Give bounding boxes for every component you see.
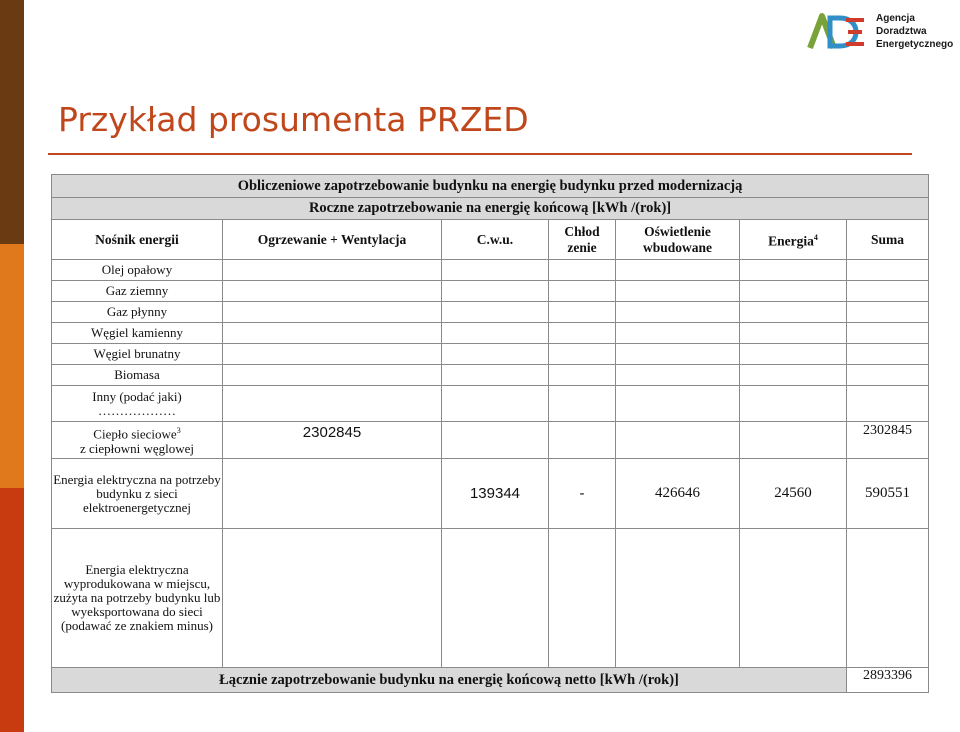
side-bar-top bbox=[0, 0, 24, 244]
col-header-energy: Energia$^4$ bbox=[740, 220, 847, 260]
row-label-other: Inny (podać jaki) ……………… bbox=[52, 386, 223, 422]
col-header-cwu: C.w.u. bbox=[442, 220, 549, 260]
row-label-lignite: Węgiel brunatny bbox=[52, 344, 223, 365]
title-underline bbox=[48, 153, 912, 155]
col-header-heating: Ogrzewanie + Wentylacja bbox=[223, 220, 442, 260]
row-label-lpg: Gaz płynny bbox=[52, 302, 223, 323]
district-heat-sum-value: 2302845 bbox=[847, 422, 929, 459]
table-sub-header: Roczne zapotrzebowanie na energię końcową [kWh /(rok)] bbox=[52, 198, 929, 220]
logo-text bbox=[876, 12, 953, 51]
row-label-onsite-electricity: Energia elektryczna wyprodukowana w miejscu, zużyta na potrzeby budynku lub wyeksportowana do sieci (podawać ze znakiem minus) bbox=[52, 529, 223, 668]
total-value: 2893396 bbox=[847, 668, 929, 693]
table-main-header: Obliczeniowe zapotrzebowanie budynku na energię budynku przed modernizacją bbox=[52, 175, 929, 198]
col-header-sum: Suma bbox=[847, 220, 929, 260]
ade-logo bbox=[806, 10, 956, 54]
logo-line-2: Doradztwa bbox=[876, 26, 927, 37]
grid-electricity-lighting-value: 426646 bbox=[616, 459, 740, 529]
col-header-lighting: Oświetlenie wbudowane bbox=[616, 220, 740, 260]
side-bar-bottom bbox=[0, 488, 24, 732]
col-header-carrier: Nośnik energii bbox=[52, 220, 223, 260]
row-label-grid-electricity: Energia elektryczna na potrzeby budynku z sieci elektroenergetycznej bbox=[52, 459, 223, 529]
col-header-cooling: Chłod zenie bbox=[549, 220, 616, 260]
logo-line-3: Energetycznego bbox=[876, 39, 954, 50]
district-heat-heating-value: 2302845 bbox=[223, 422, 442, 459]
grid-electricity-energy-value: 24560 bbox=[740, 459, 847, 529]
row-label-hard-coal: Węgiel kamienny bbox=[52, 323, 223, 344]
side-bar-middle bbox=[0, 244, 24, 488]
logo-line-1: Agencja bbox=[876, 13, 915, 24]
row-label-natural-gas: Gaz ziemny bbox=[52, 281, 223, 302]
row-label-district-heat: Ciepło sieciowe$^3$ z ciepłowni węglowej bbox=[52, 422, 223, 459]
energy-demand-table bbox=[51, 174, 929, 693]
row-label-biomass: Biomasa bbox=[52, 365, 223, 386]
slide-title: Przykład prosumenta PRZED bbox=[58, 100, 529, 139]
grid-electricity-cwu-value: 139344 bbox=[442, 459, 549, 529]
grid-electricity-sum-value: 590551 bbox=[847, 459, 929, 529]
total-label: Łącznie zapotrzebowanie budynku na energię końcową netto [kWh /(rok)] bbox=[52, 668, 847, 693]
grid-electricity-cooling-value: - bbox=[549, 459, 616, 529]
row-label-oil: Olej opałowy bbox=[52, 260, 223, 281]
ade-logo-icon bbox=[806, 12, 868, 52]
